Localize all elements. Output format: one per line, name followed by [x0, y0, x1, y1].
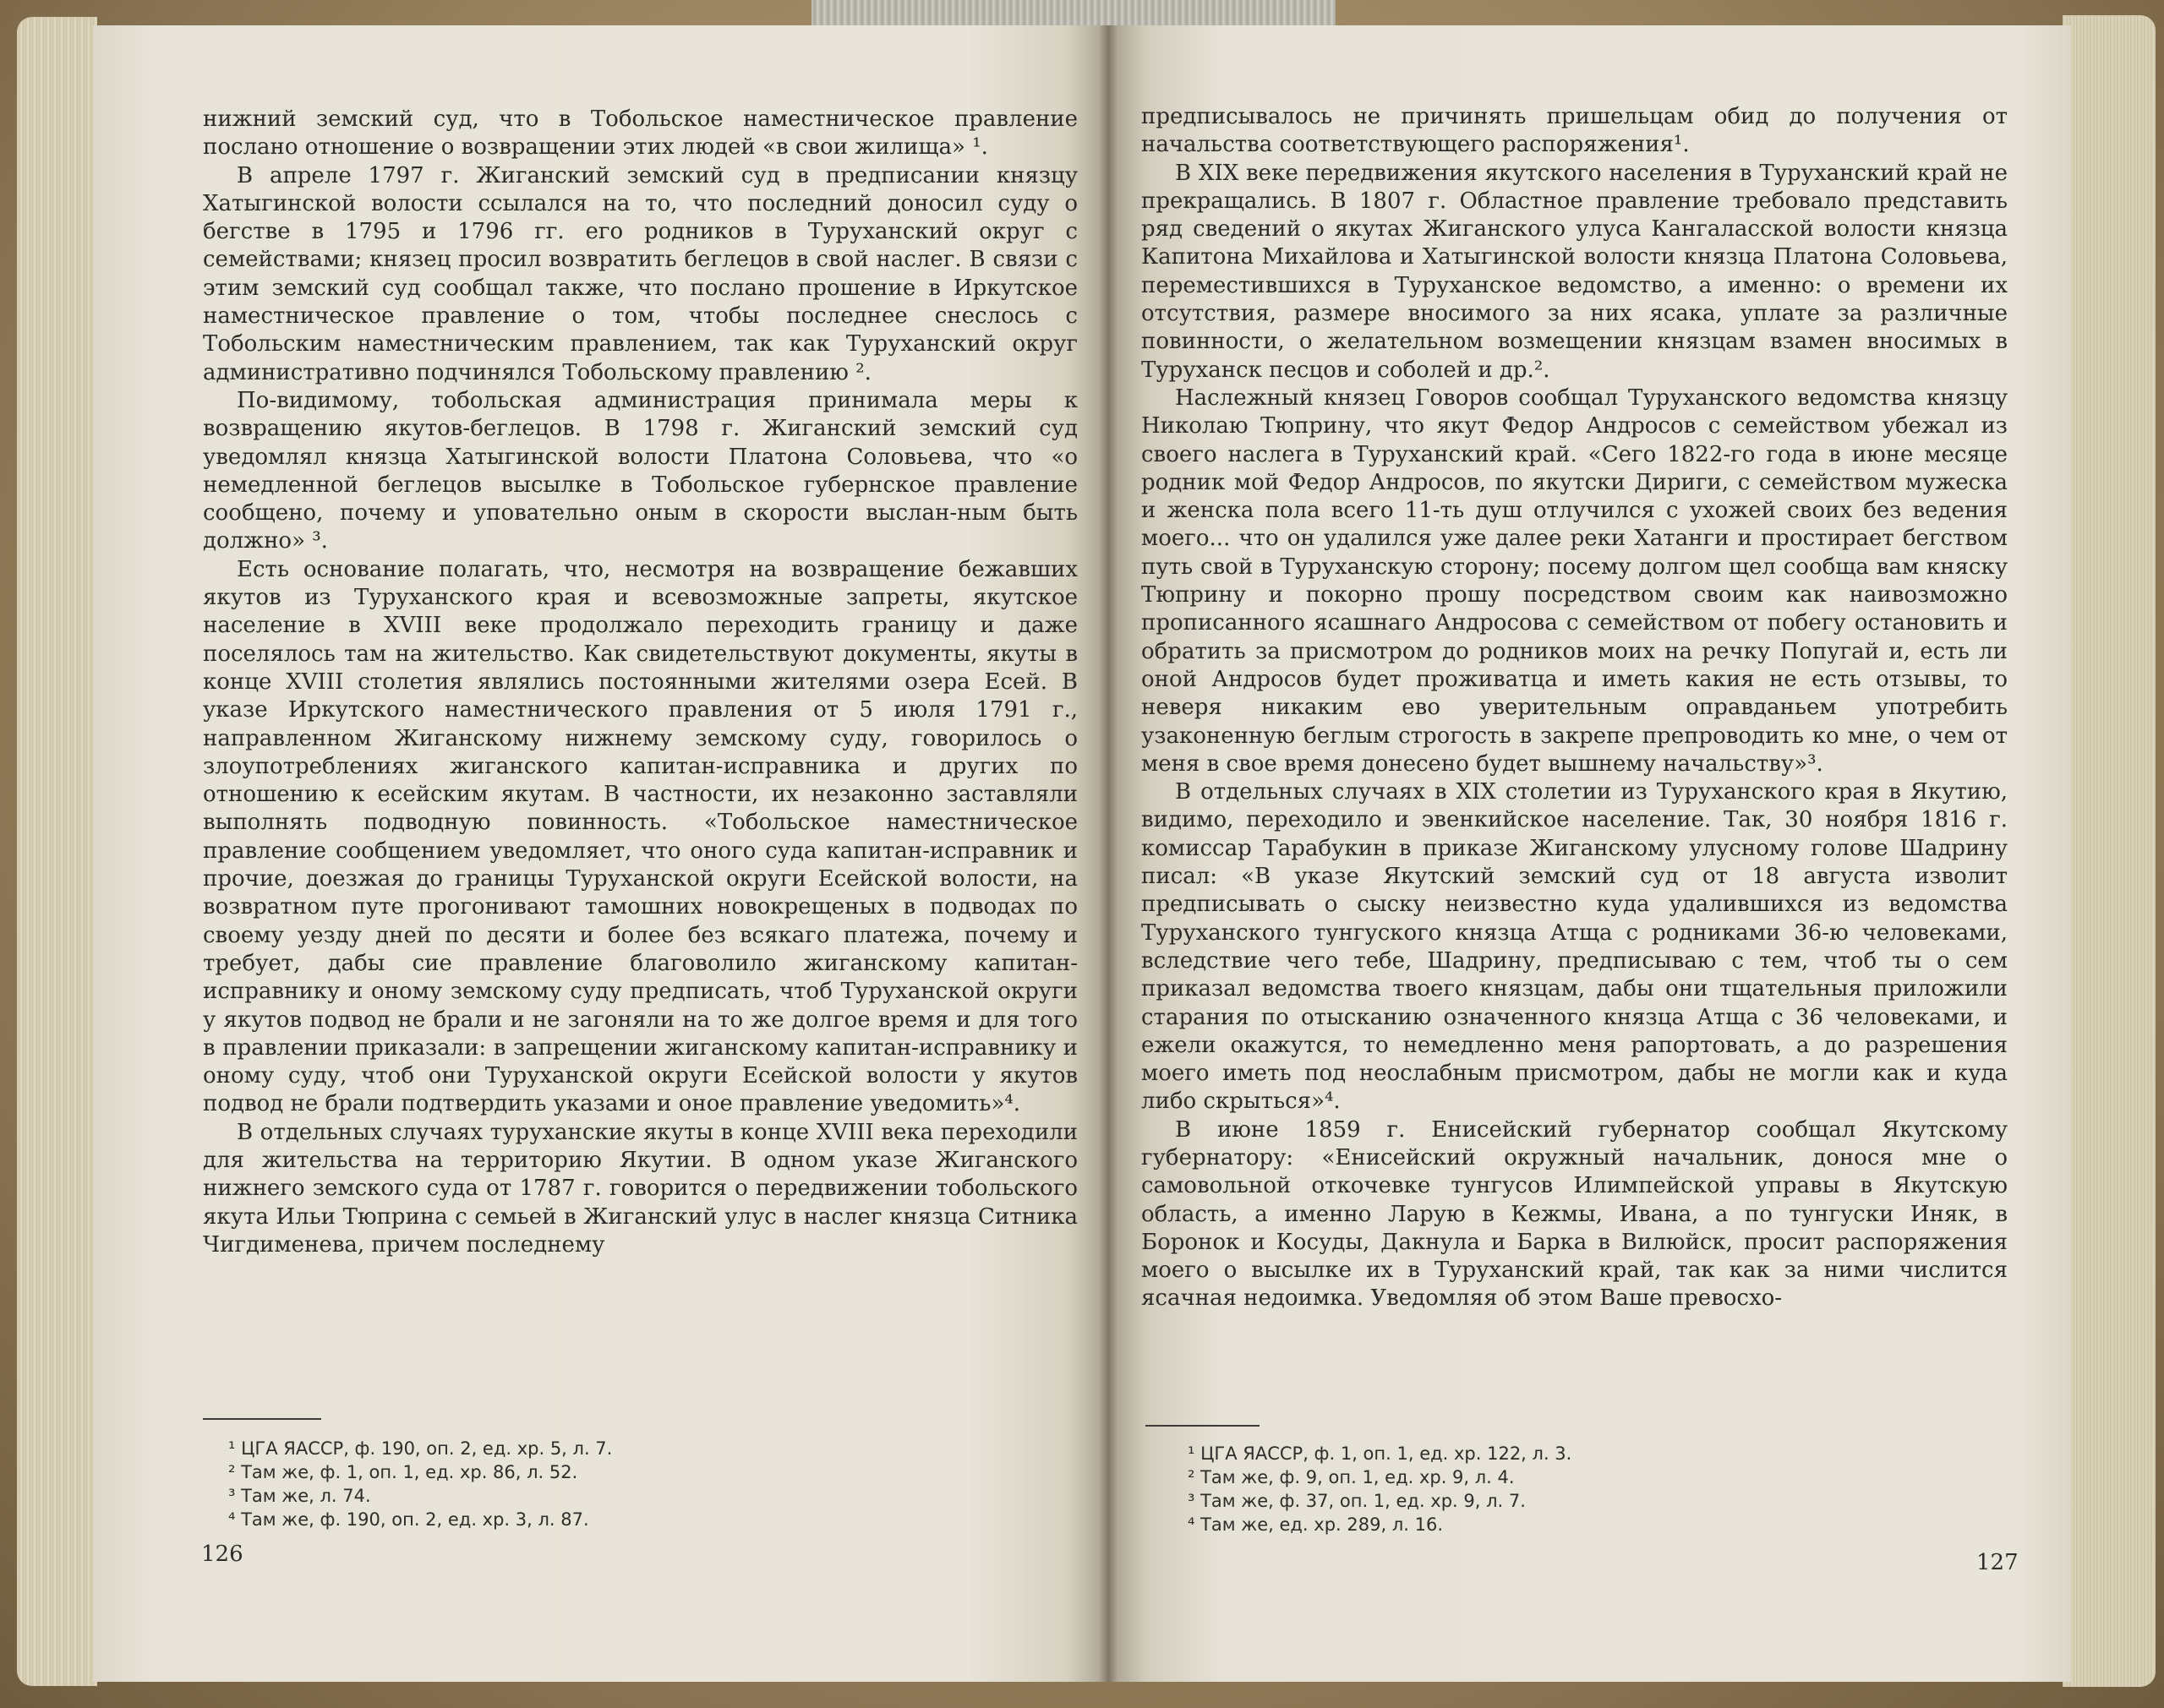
right-footnote-2: ² Там же, ф. 9, оп. 1, ед. хр. 9, л. 4.	[1188, 1467, 1515, 1487]
right-footnote-4: ⁴ Там же, ед. хр. 289, л. 16.	[1188, 1514, 1443, 1535]
left-paragraph-5: В отдельных случаях туруханские якуты в конце XVIII века переходили для жительства на территорию Якутии. В одном указе Жиганского нижнего земского суда от 1787 г. говорится о передвижении тобольского якута Ильи Тюприна с семьей в Жиганский улус в наслег князца Ситника Чигдименева, причем последнему	[203, 1119, 1078, 1258]
right-paragraph-2: В XIX веке передвижения якутского населения в Туруханский край не прекращались. В 1807 г. Областное правление требовало представить ряд сведений о якутах Жиганского улуса Кангаласской волости князца Капитона Михайлова и Хатыгинской волости князца Платона Соловьева, переместившихся в Туруханское ведомство, а именно: о времени их отсутствия, размере вносимого за них ясака, уплате за различные повинности, о желательном возмещении князцам взамен вносимых в Туруханск песцов и соболей и др.².	[1141, 160, 2008, 383]
left-paragraph-4: Есть основание полагать, что, несмотря на возвращение бежавших якутов из Туруханского края и всевозможные запреты, якутское население в XVIII веке продолжало переходить границу и даже поселялось там на жительство. Как свидетельствуют документы, якуты в конце XVIII столетия являлись постоянными жителями озера Есей. В указе Иркутского наместнического правления от 5 июля 1791 г., направленном Жиганскому нижнему земскому суду, говорилось о злоупотреблениях жиганского капитан-исправника и других по отношению к есейским якутам. В частности, их незаконно заставляли выполнять подводную повинность. «Тобольское наместническое правление сообщением уведомляет, что оного суда капитан-исправник и прочие, доезжая до границы Туруханской округи Есейской волости, на возвратном путе прогонивают тамошних новокрещеных в подводах по своему уезду дней по десяти и более без всякаго платежа, почему и требует, дабы сие правление благоволило жиганскому капитан-исправнику и оному земскому суду предписать, чтоб Туруханской округи у якутов подвод не брали и не загоняли на то же долгое время и для того в правлении приказали: в запрещении жиганскому капитан-исправнику и оному суду, чтоб они Туруханской округи Есейской волости у якутов подвод не брали подтвердить указами и оное правление уведомить»⁴.	[203, 556, 1078, 1117]
left-page-body	[203, 106, 1078, 1259]
right-page-edges	[2063, 15, 2156, 1687]
left-page-number: 126	[201, 1542, 243, 1567]
left-footnote-2: ² Там же, ф. 1, оп. 1, ед. хр. 86, л. 52.	[228, 1462, 578, 1482]
right-footnotes	[1188, 1442, 1571, 1536]
left-paragraph-3: По-видимому, тобольская администрация принимала меры к возвращению якутов-беглецов. В 1798 г. Жиганский земский суд уведомлял князца Хатыгинской волости Платона Соловьева, что «о немедленной беглецов высылке в Тобольское губернское правление сообщено, почему и уповательно оным в скорости выслан-ным быть должно» ³.	[203, 387, 1078, 554]
left-footnote-4: ⁴ Там же, ф. 190, оп. 2, ед. хр. 3, л. 87.	[228, 1509, 589, 1530]
right-paragraph-4: В отдельных случаях в XIX столетии из Туруханского края в Якутию, видимо, переходило и эвенкийское население. Так, 30 ноября 1816 г. комиссар Тарабукин в приказе Жиганскому улусному голове Шадрину писал: «В указе Якутский земский суд от 18 августа изволит предписывать о сыску неизвестно куда удалившихся из ведомства Туруханского тунгуского князца Атща с родниками 36-ю человеками, вследствие чего тебе, Шадрину, предписываю с тем, чтоб ты о сем приказал ведомства твоего князцам, дабы они тщательныя приложили старания по отысканию означенного князца Атща с 36 человеками, и ежели окажутся, то немедленно меня рапортовать, а до разрешения моего иметь под неослабным присмотром, дабы не могли как и куда либо скрыться»⁴.	[1141, 779, 2008, 1115]
right-paragraph-3: Наслежный князец Говоров сообщал Туруханского ведомства князцу Николаю Тюприну, что якут Федор Андросов с семейством убежал из своего наслега в Туруханский край. «Сего 1822-го года в июне месяце родник мой Федор Андросов, по якутски Дириги, с семейством мужеска и женска пола всего 11-ть душ отлучился с ухожей своих без ведения моего... что он удалился уже далее реки Хатанги и простирает бегством путь свой в Туруханскую сторону; посему долгом щел сообща вам княску Тюприну и покорно прошу посредством своим как наивозможно прописанного ясашнаго Андросова с семейством от побегу остановить и обратить за присмотром до родников моих на речку Попугай и, есть ли оной Андросов будет проживатца и иметь какия не есть отзывы, то неверя никаким ево уверительным оправданьем употребить узаконенную беглым строгость в закрепе препроводить ко мне, о чем от меня в свое время донесено будет вышнему начальству»³.	[1141, 385, 2008, 777]
right-paragraph-5: В июне 1859 г. Енисейский губернатор сообщал Якутскому губернатору: «Енисейский окружный начальник, донося мне о самовольной откочевке тунгусов Илимпейской управы в Якутскую область, а именно Ларую в Кежмы, Ивана, а по тунгуски Иняк, в Боронок и Косуды, Дакнула и Барка в Вилюйск, просит распоряжения моего о высылке их в Туруханский край, так как за ними числится ясачная недоимка. Уведомляя об этом Ваше превосхо-	[1141, 1116, 2008, 1312]
left-footnote-1: ¹ ЦГА ЯАССР, ф. 190, оп. 2, ед. хр. 5, л. 7.	[228, 1438, 613, 1459]
right-page-body	[1141, 103, 2008, 1313]
right-paragraph-1: предписывалось не причинять пришельцам обид до получения от начальства соответствующего распоряжения¹.	[1141, 104, 2008, 158]
right-footnote-1: ¹ ЦГА ЯАССР, ф. 1, оп. 1, ед. хр. 122, л. 3.	[1188, 1443, 1572, 1464]
left-paragraph-2: В апреле 1797 г. Жиганский земский суд в предписании князцу Хатыгинской волости ссылался на то, что последний доносил суду о бегстве в 1795 и 1796 гг. его родников в Туруханский округ с семействами; князец просил возвратить беглецов в свой наслег. В связи с этим земский суд сообщал также, что послано прошение в Иркутское наместническое правление о том, чтобы последнее снеслось с Тобольским наместническим правлением, так как Туруханский округ административно подчинялся Тобольскому правлению ².	[203, 162, 1078, 385]
book-gutter	[1099, 25, 1118, 1682]
right-footnote-rule	[1145, 1425, 1260, 1427]
right-page-number: 127	[1976, 1550, 2019, 1575]
left-footnote-rule	[203, 1418, 321, 1420]
left-footnotes	[228, 1437, 612, 1531]
left-page-edges	[17, 17, 97, 1686]
left-paragraph-1: нижний земский суд, что в Тобольское наместническое правление послано отношение о возвращении этих людей «в свои жилища» ¹.	[203, 106, 1078, 161]
left-footnote-3: ³ Там же, л. 74.	[228, 1486, 371, 1506]
right-footnote-3: ³ Там же, ф. 37, оп. 1, ед. хр. 9, л. 7.	[1188, 1491, 1526, 1511]
